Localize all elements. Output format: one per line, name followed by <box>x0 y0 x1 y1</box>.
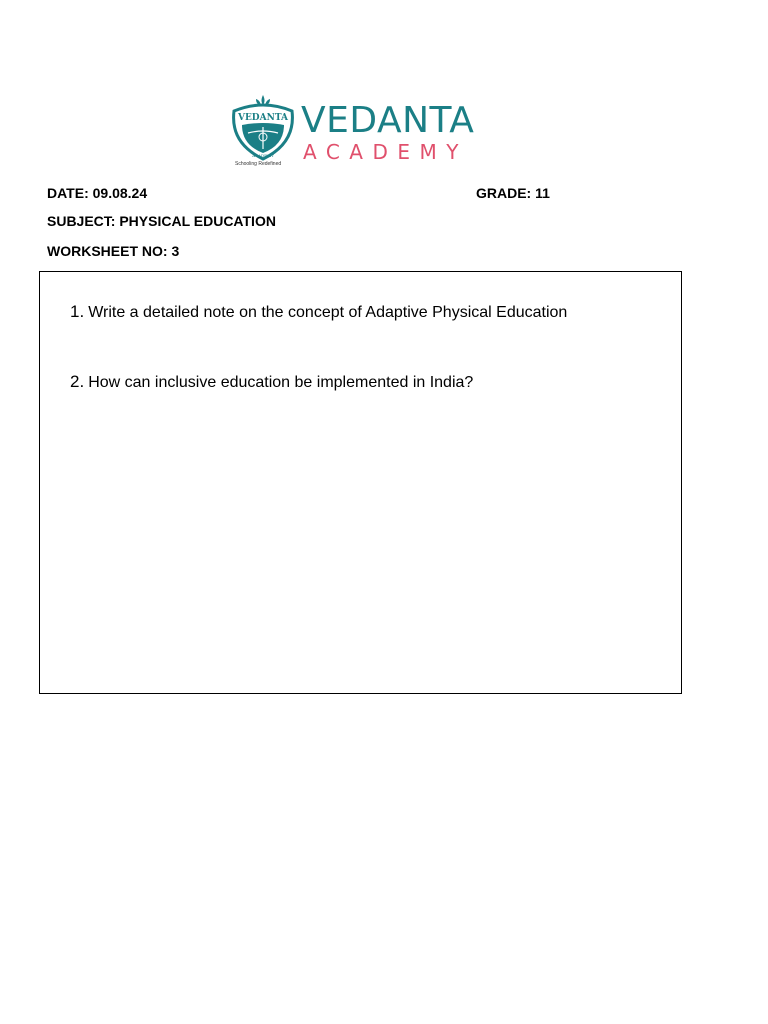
questions-box <box>39 271 682 694</box>
question-number: 1. <box>70 302 85 321</box>
brand-name-line2: ACADEMY <box>303 140 468 164</box>
school-logo <box>228 93 488 173</box>
question-text: Write a detailed note on the concept of Adaptive Physical Education <box>88 304 568 321</box>
badge-top-text: VEDANTA <box>237 113 289 123</box>
question-text: How can inclusive education be implemented in India? <box>88 374 474 391</box>
brand-name-line1: VEDANTA <box>301 100 475 141</box>
subject-field: SUBJECT: PHYSICAL EDUCATION <box>47 213 276 229</box>
date-field: DATE: 09.08.24 <box>47 185 148 201</box>
badge-bottom-text: ACADEMY <box>252 153 274 158</box>
worksheet-number: WORKSHEET NO: 3 <box>47 243 180 259</box>
grade-field: GRADE: 11 <box>476 185 550 201</box>
logo-tagline: Schooling Redefined <box>235 161 282 167</box>
question-item <box>70 372 473 393</box>
question-item <box>70 302 567 323</box>
school-crest-icon <box>228 93 298 163</box>
question-number: 2. <box>70 372 85 391</box>
